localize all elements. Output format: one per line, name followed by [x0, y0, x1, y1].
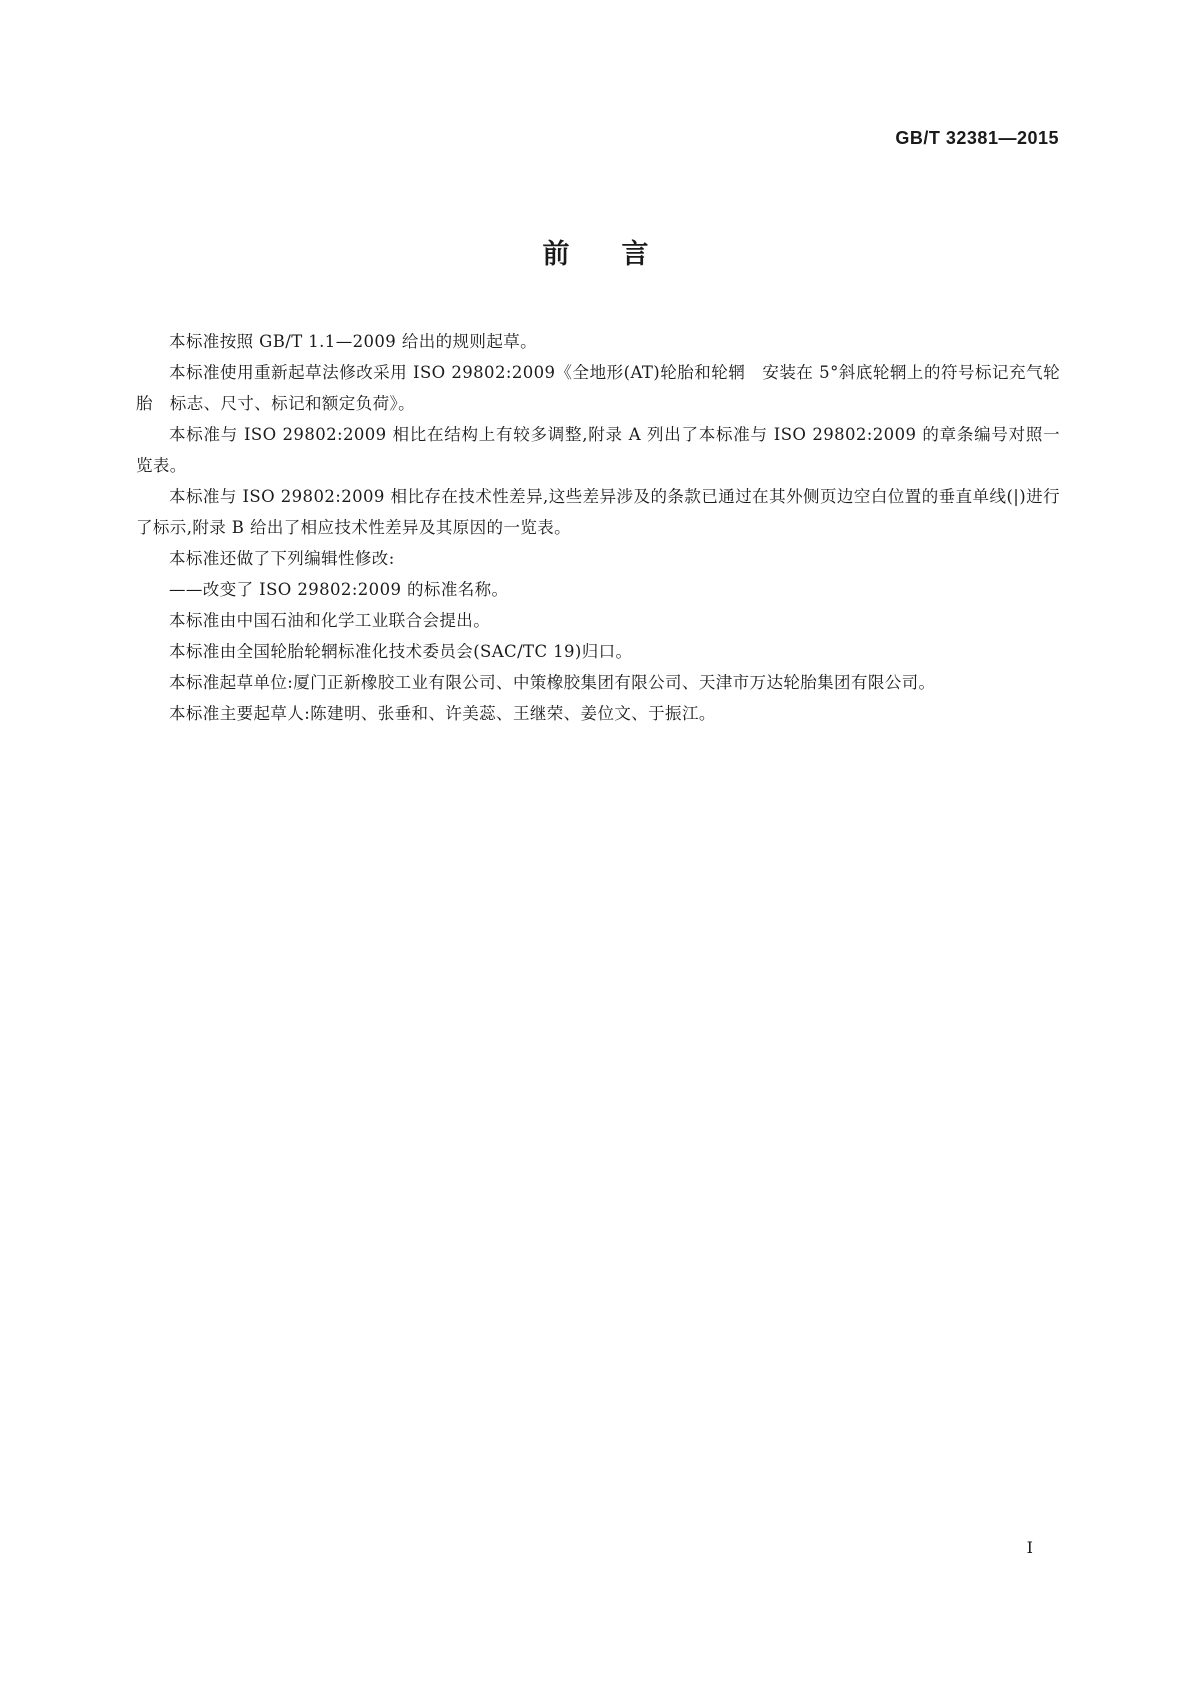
paragraph-technical-differences: 本标准与 ISO 29802:2009 相比存在技术性差异,这些差异涉及的条款已通过在其外侧页边空白位置的垂直单线(|)进行了标示,附录 B 给出了相应技术性差异及其原因的一览表。 [136, 487, 1060, 537]
page-number: I [1026, 1538, 1033, 1557]
paragraph-drafters: 本标准主要起草人:陈建明、张垂和、许美蕊、王继荣、姜位文、于振江。 [169, 704, 716, 723]
paragraph-editorial-item: ——改变了 ISO 29802:2009 的标准名称。 [169, 580, 509, 599]
paragraph-adoption: 本标准使用重新起草法修改采用 ISO 29802:2009《全地形(AT)轮胎和轮辋 安装在 5°斜底轮辋上的符号标记充气轮胎 标志、尺寸、标记和额定负荷》。 [136, 363, 1060, 413]
standard-code: GB/T 32381—2015 [895, 128, 1059, 148]
paragraph-editorial-changes: 本标准还做了下列编辑性修改: [169, 549, 395, 568]
paragraph-drafting-rules: 本标准按照 GB/T 1.1—2009 给出的规则起草。 [169, 332, 538, 351]
page-title: 前言 [542, 239, 701, 270]
paragraph-centralized-by: 本标准由全国轮胎轮辋标准化技术委员会(SAC/TC 19)归口。 [169, 642, 633, 661]
paragraph-drafting-units: 本标准起草单位:厦门正新橡胶工业有限公司、中策橡胶集团有限公司、天津市万达轮胎集团有限公司。 [169, 673, 936, 692]
paragraph-structure-changes: 本标准与 ISO 29802:2009 相比在结构上有较多调整,附录 A 列出了本标准与 ISO 29802:2009 的章条编号对照一览表。 [136, 425, 1060, 475]
paragraph-proposed-by: 本标准由中国石油和化学工业联合会提出。 [169, 611, 491, 630]
foreword-body [136, 326, 1060, 729]
